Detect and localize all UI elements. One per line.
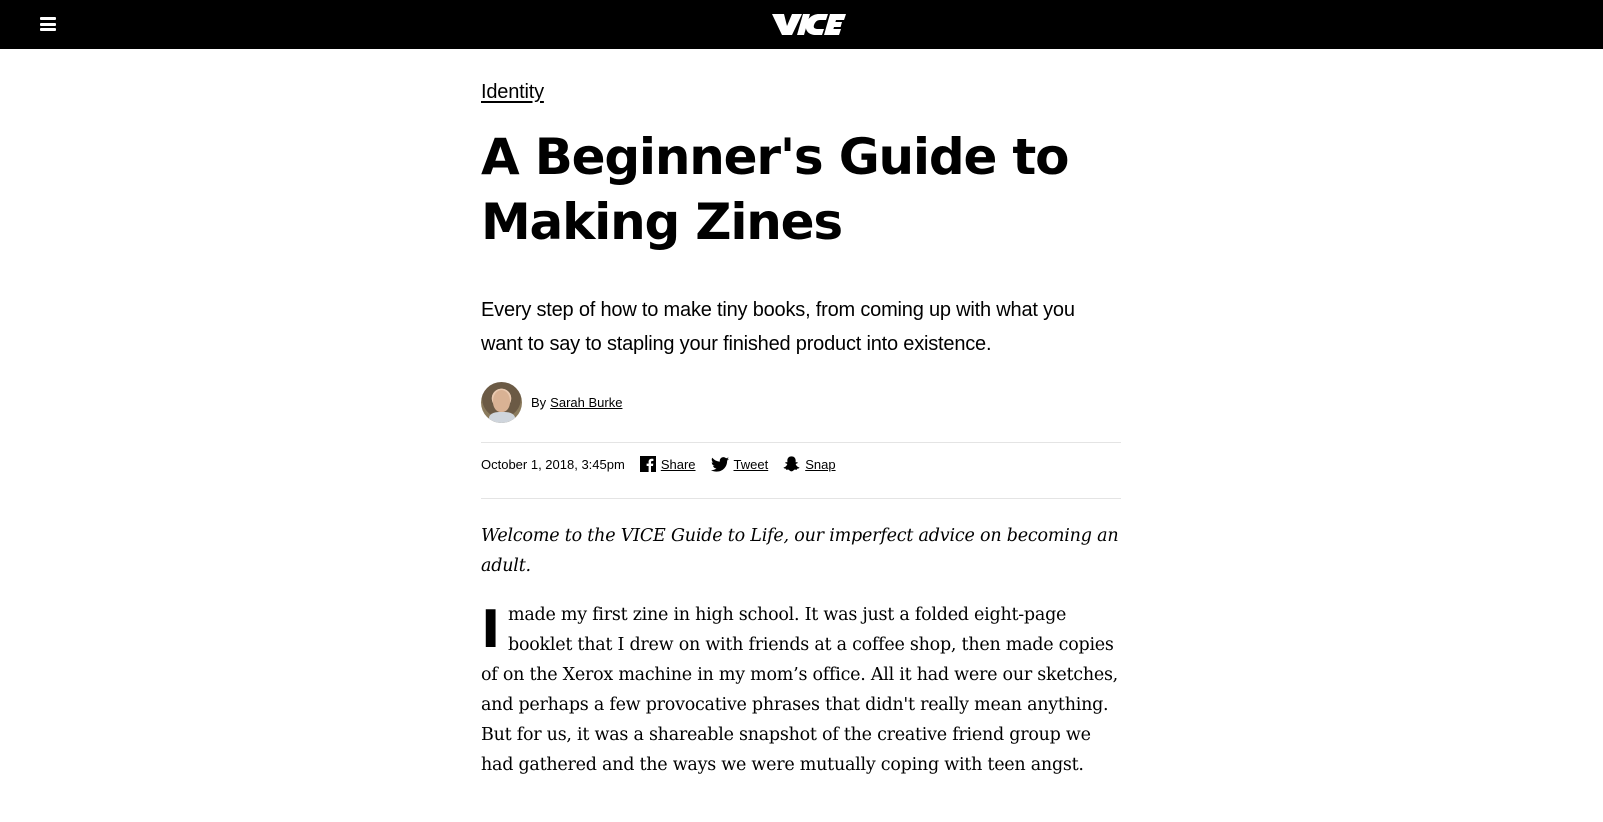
- facebook-icon: [640, 456, 656, 472]
- drop-cap: I: [481, 600, 501, 660]
- article-lead-italic: Welcome to the VICE Guide to Life, our imperfect advice on becoming an adult.: [481, 526, 1119, 576]
- author-link[interactable]: Sarah Burke: [550, 395, 623, 410]
- logo-text: [770, 11, 848, 38]
- facebook-share-button[interactable]: [640, 456, 696, 472]
- vice-logo[interactable]: [770, 11, 848, 38]
- article-title: A Beginner's Guide to Making Zines: [481, 128, 1069, 251]
- article-body-paragraph: [481, 600, 1121, 780]
- body-text: made my first zine in high school. It was just a folded eight-page booklet that I drew on with friends at a coffee shop, then made copies of on the Xerox machine in my mom’s office. All it had were our sketches, and perhaps a few provocative phrases that didn't really mean anything. But for us, it was a shareable snapshot of the creative friend group we had gathered and the ways we were mutually coping with teen angst.: [481, 605, 1118, 775]
- category-link[interactable]: Identity: [481, 81, 544, 103]
- snapchat-snap-label: Snap: [805, 456, 836, 472]
- facebook-share-label: Share: [660, 456, 696, 472]
- article-dek: Every step of how to make tiny books, from coming up with what you want to say to stapling your finished product into existence.: [481, 299, 1075, 355]
- divider-top: [481, 442, 1121, 443]
- publish-date: October 1, 2018, 3:45pm: [481, 456, 625, 472]
- divider-bottom: [481, 498, 1121, 499]
- twitter-tweet-label: Tweet: [733, 456, 769, 472]
- author-avatar[interactable]: [481, 382, 522, 423]
- twitter-tweet-button[interactable]: [711, 457, 769, 472]
- byline: [481, 382, 622, 423]
- snapchat-snap-button[interactable]: [783, 456, 835, 472]
- twitter-icon: [711, 457, 729, 472]
- meta-bar: [481, 454, 851, 474]
- snapchat-icon: [783, 456, 800, 472]
- top-navigation-bar: [0, 0, 1603, 49]
- by-label: By: [531, 395, 547, 410]
- hamburger-menu-icon[interactable]: [40, 17, 56, 31]
